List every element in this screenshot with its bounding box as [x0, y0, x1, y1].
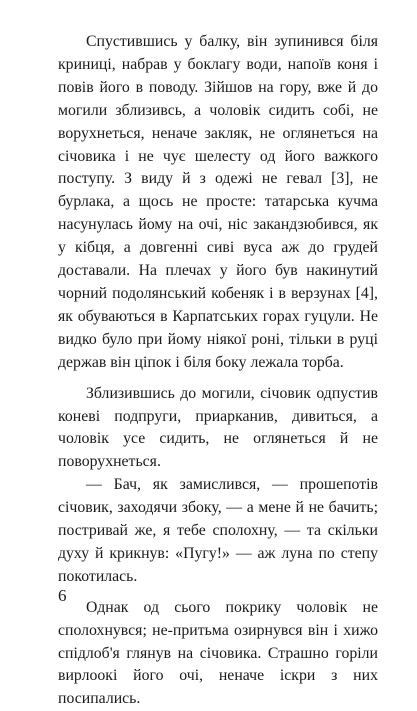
paragraph-3: — Бач, як замислився, — прошепотів січовик, заходячи збоку, — а мене й не бачить; постривай же, я тебе сполохну, — та скільки духу й крикнув: «Пугу!» — аж луна по степу покотилась.: [58, 476, 378, 585]
paragraph-2: Зблизившись до могили, січовик одпустив коневі подпруги, приарканив, дивиться, а чоловік усе сидить, не оглянеться й не поворухнеться.: [58, 384, 378, 471]
paragraph-4: Однак од сього покрику чоловік не сполохнувся; не-притьма озирнувся він і хижо спідлоб'я глянув на січовика. Страшно горіли вирлоокі його очі, неначе іскри з них посипались.: [58, 598, 378, 708]
page-body: [58, 31, 378, 711]
page-number: 6: [58, 586, 67, 605]
paragraph-1: Спустившись у балку, він зупинився біля криниці, набрав у боклагу води, напоїв коня і повів його в поводу. Зійшов на гору, вже й до могили зблизивсь, а чоловік сидить собі, не ворухнеться, неначе закляк, не оглянеться на січовика і не чує шелесту од його важкого поступу. З виду й з одежі не гевал [3], не бурлака, а щось не просте: татарська кучма насунулась йому на очі, ніс закандзюбився, як у кібця, а довгенні сиві вуса аж до грудей доставали. На плечах у його був накинутий чорний подолянський кобеняк і в верзунах [4], як обуваються в Карпатських горах гуцули. Не видко було при йому ніякої роні, тільки в руці держав він ціпок і біля боку лежала торба.: [58, 33, 378, 371]
